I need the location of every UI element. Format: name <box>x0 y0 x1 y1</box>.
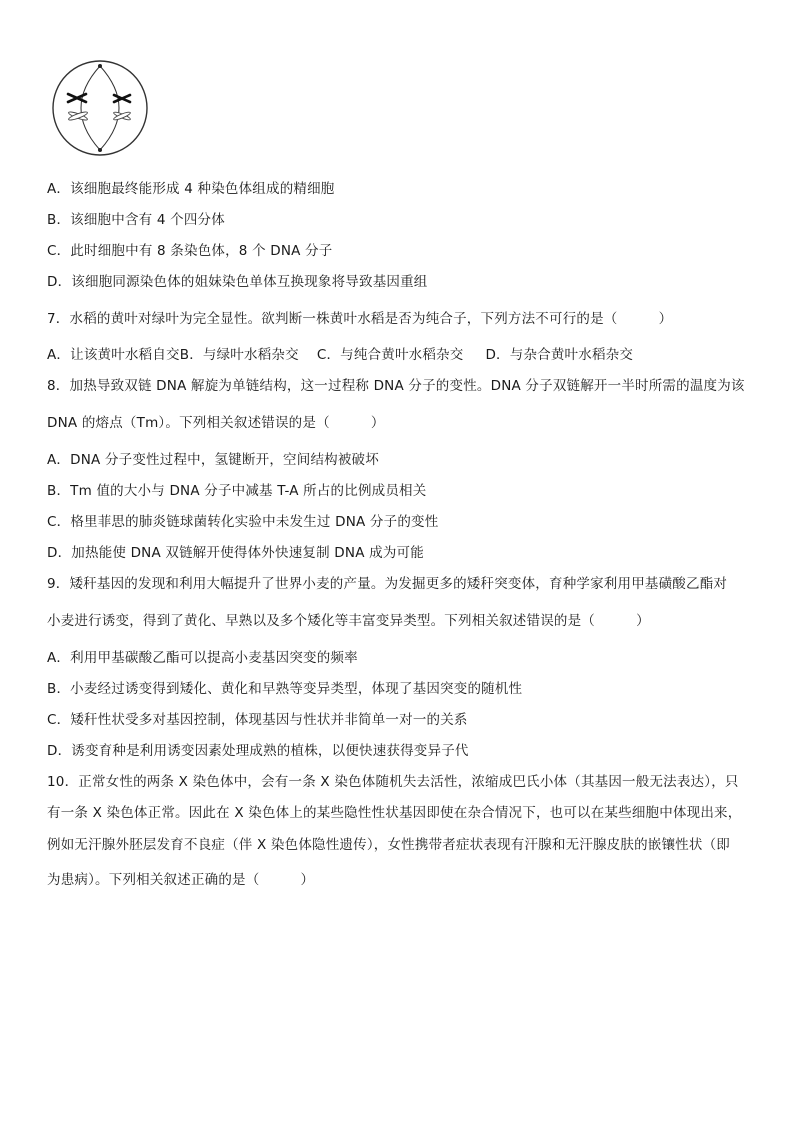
q10-stem-line3: 例如无汗腺外胚层发育不良症（伴 X 染色体隐性遗传），女性携带者症状表现有汗腺和无汗腺皮肤的嵌镶性状（即 <box>47 837 730 853</box>
q9-stem-line1: 9．矮秆基因的发现和利用大幅提升了世界小麦的产量。为发掘更多的矮秆突变体，育种学家利用甲基磺酸乙酯对 <box>47 576 728 592</box>
q6-option-d: D．该细胞同源染色体的姐妹染色单体互换现象将导致基因重组 <box>47 274 428 290</box>
q8-stem-line1: 8．加热导致双链 DNA 解旋为单链结构，这一过程称 DNA 分子的变性。DNA 分子双链解开一半时所需的温度为该 <box>47 378 745 394</box>
q9-option-d: D．诱变育种是利用诱变因素处理成熟的植株，以便快速获得变异子代 <box>47 743 469 759</box>
q7-option-c: C．与纯合黄叶水稻杂交 <box>316 347 464 363</box>
q10-stem-line2: 有一条 X 染色体正常。因此在 X 染色体上的某些隐性性状基因即使在杂合情况下，也可以在某些细胞中体现出来， <box>47 805 742 821</box>
q9-stem-line2: 小麦进行诱变，得到了黄化、早熟以及多个矮化等丰富变异类型。下列相关叙述错误的是（ ） <box>47 613 650 629</box>
q9-option-c: C．矮秆性状受多对基因控制，体现基因与性状并非简单一对一的关系 <box>47 712 468 728</box>
q7-option-a: A．让该黄叶水稻自交 <box>47 347 180 363</box>
q10-stem-line4: 为患病）。下列相关叙述正确的是（ ） <box>47 872 315 888</box>
q8-option-b: B．Tm 值的大小与 DNA 分子中减基 T-A 所占的比例成员相关 <box>47 483 427 499</box>
q6-option-a: A．该细胞最终能形成 4 种染色体组成的精细胞 <box>47 181 335 197</box>
q7-option-d: D．与杂合黄叶水稻杂交 <box>485 347 634 363</box>
q8-option-d: D．加热能使 DNA 双链解开使得体外快速复制 DNA 成为可能 <box>47 545 424 561</box>
q7-stem: 7．水稻的黄叶对绿叶为完全显性。欲判断一株黄叶水稻是否为纯合子，下列方法不可行的是（ ） <box>47 311 673 327</box>
q10-stem-line1: 10．正常女性的两条 X 染色体中，会有一条 X 染色体随机失去活性，浓缩成巴氏小体（其基因一般无法表达），只 <box>47 774 739 790</box>
q7-option-b: B．与绿叶水稻杂交 <box>179 347 299 363</box>
q8-option-a: A．DNA 分子变性过程中，氢键断开，空间结构被破坏 <box>47 452 379 468</box>
q8-option-c: C．格里菲思的肺炎链球菌转化实验中未发生过 DNA 分子的变性 <box>47 514 439 530</box>
q7-options <box>47 346 633 364</box>
q9-option-b: B．小麦经过诱变得到矮化、黄化和早熟等变异类型，体现了基因突变的随机性 <box>47 681 523 697</box>
q8-stem-line2: DNA 的熔点（Tm）。下列相关叙述错误的是（ ） <box>47 415 385 431</box>
q6-option-b: B．该细胞中含有 4 个四分体 <box>47 212 225 228</box>
q6-option-c: C．此时细胞中有 8 条染色体，8 个 DNA 分子 <box>47 243 333 259</box>
q9-option-a: A．利用甲基碳酸乙酯可以提高小麦基因突变的频率 <box>47 650 358 666</box>
cell-division-figure <box>50 58 150 158</box>
